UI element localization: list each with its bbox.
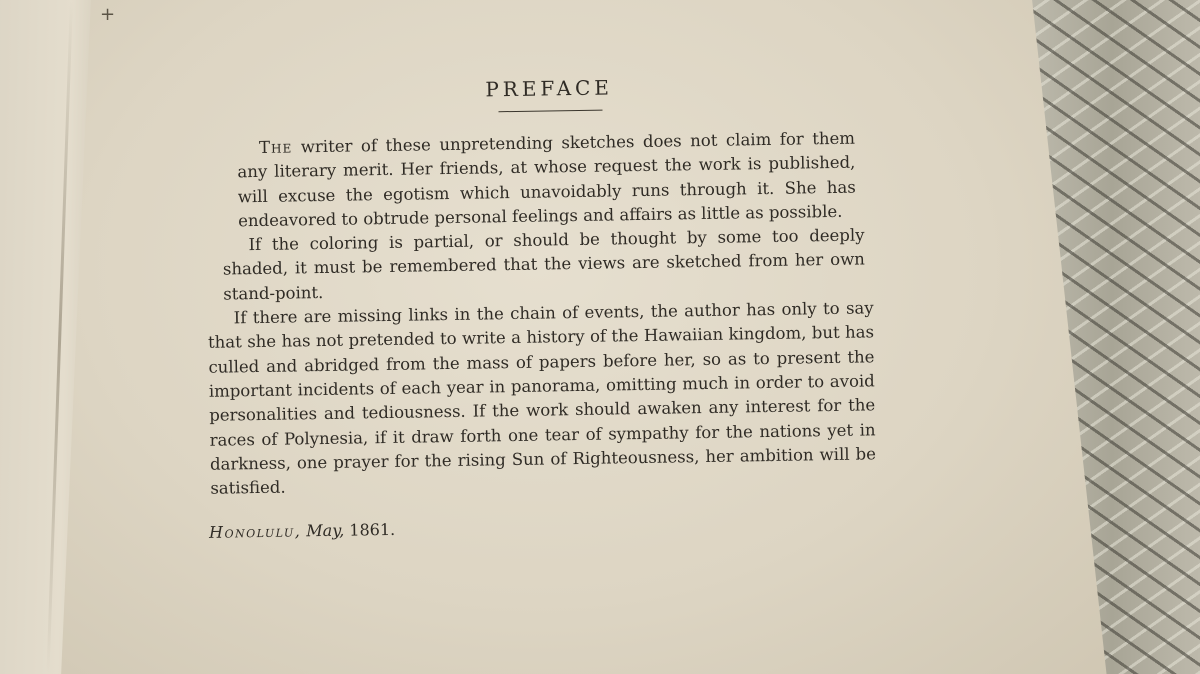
paragraph-2: If the coloring is partial, or should be thought by some too deeply shaded, it must be remembered that the views are sketched from her own stand-point. [222, 225, 866, 304]
signature-year: 1861. [349, 520, 396, 541]
paragraph-3: If there are missing links in the chain of events, the author has only to say that she has not pretended to write a history of the Hawaiian kingdom, but has culled and abridged from the mass of papers before her, so as to present the important incidents of each year in panorama, omitting much in order to avoid personalities and tediousness. If the work should awaken any interest for the races of Polynesia, if it draw forth one tear of sympathy for the nations yet in darkness, one prayer for the rising Sun of Righteousness, her ambition will be satisfied. [207, 298, 877, 498]
title-divider [498, 110, 602, 113]
paragraph-1-text: writer of these unpretending sketches does not claim for them any literary merit. Her friends, at whose request the work is published, will excuse the egotism which unavoidably runs through it. She has endeavored to obtrude personal feelings and affairs as little as possible. [237, 128, 856, 231]
signature-place: Honolulu, [208, 521, 302, 543]
preface-text-block [194, 71, 881, 542]
paragraph-1-lead: The [258, 137, 293, 157]
signature-date: May, [306, 521, 345, 541]
corner-mark: + [100, 4, 116, 25]
paragraph-1 [195, 126, 876, 234]
page-title: PREFACE [485, 75, 614, 102]
